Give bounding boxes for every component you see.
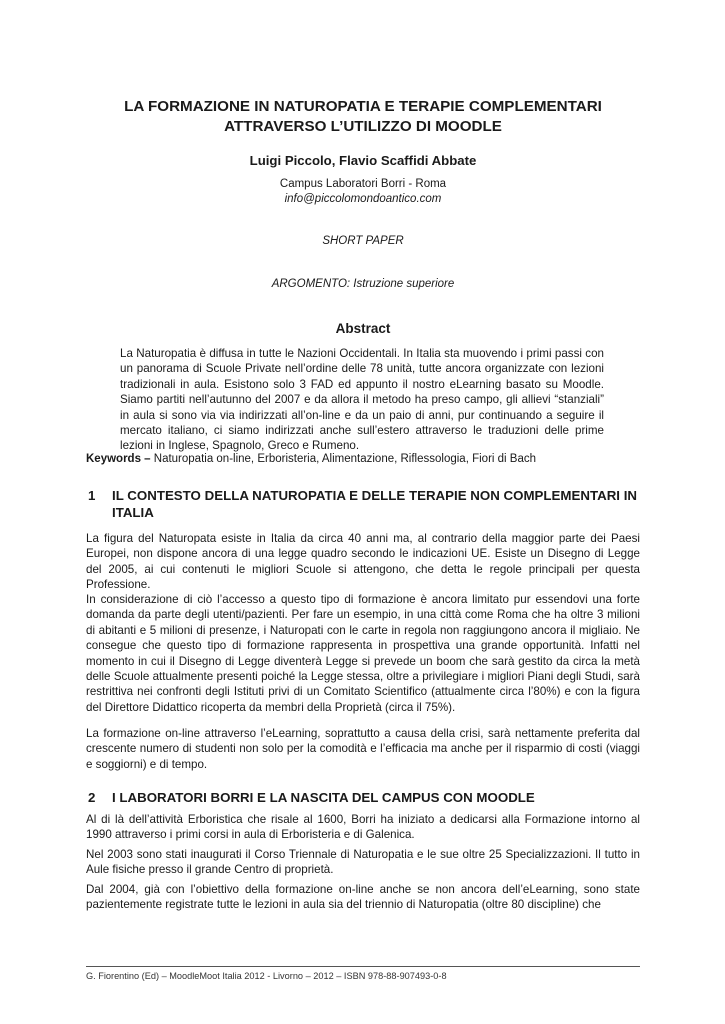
footer-rule bbox=[86, 966, 640, 967]
paper-page bbox=[86, 0, 640, 1024]
section-number: 1 bbox=[88, 488, 96, 503]
section-heading bbox=[86, 789, 640, 806]
keywords-label: Keywords – bbox=[86, 453, 151, 465]
keywords-line bbox=[86, 452, 640, 467]
section-title: IL CONTESTO DELLA NATUROPATIA E DELLE TERAPIE NON COMPLEMENTARI IN ITALIA bbox=[112, 488, 637, 520]
paper-authors: Luigi Piccolo, Flavio Scaffidi Abbate bbox=[249, 153, 477, 168]
author-email: info@piccolomondoantico.com bbox=[284, 193, 442, 205]
section-title: I LABORATORI BORRI E LA NASCITA DEL CAMPUS CON MOODLE bbox=[112, 790, 535, 805]
section-number: 2 bbox=[88, 790, 96, 805]
paper-type: SHORT PAPER bbox=[322, 235, 404, 247]
author-affiliation: Campus Laboratori Borri - Roma bbox=[279, 178, 447, 190]
abstract-heading: Abstract bbox=[335, 321, 391, 336]
body-paragraph: La figura del Naturopata esiste in Italia da circa 40 anni ma, al contrario della maggior parte dei Paesi Europei, non dispone ancora di una legge quadro secondo le indicazioni UE. Esiste un Disegno di Legge del 2005, ai cui contenuti le migliori Scuole si attengono, che detta le regole principali per questa Professione. bbox=[86, 532, 640, 592]
abstract-text: La Naturopatia è diffusa in tutte le Nazioni Occidentali. In Italia sta muovendo i primi passi con un panorama di Scuole Private nell’ordine delle 78 unità, tutte ancora organizzate con lezioni tradizionali in aula. Esistono solo 3 FAD ed appunto il nostro eLearning basato su Moodle. Siamo partiti nell’autunno del 2007 e da allora il metodo ha preso campo, gli allievi “stanziali” in aula si sono via via indirizzati all’on-line e da un paio di anni, pur continuando a seguire il mercato italiano, ci siamo indirizzati anche sull’estero attraverso le traduzioni delle prime lezioni in Inglese, Spagnolo, Greco e Rumeno. bbox=[120, 347, 604, 453]
body-paragraph: Dal 2004, già con l’obiettivo della formazione on-line anche se non ancora dell’eLearning, sono state pazientemente registrate tutte le lezioni in aula sia del triennio di Naturopatia (oltre 80 discipline) che bbox=[86, 883, 640, 912]
section-heading bbox=[86, 487, 640, 521]
keywords-text: Naturopatia on-line, Erboristeria, Alimentazione, Riflessologia, Fiori di Bach bbox=[153, 453, 537, 465]
body-paragraph: Nel 2003 sono stati inaugurati il Corso Triennale di Naturopatia e le sue oltre 25 Specializzazioni. Il tutto in Aule fisiche presso il grande Centro di proprietà. bbox=[86, 848, 640, 877]
author-affiliation-block bbox=[86, 177, 640, 207]
body-paragraph: La formazione on-line attraverso l’eLearning, soprattutto a causa della crisi, sarà nettamente preferita dal crescente numero di studenti non solo per la comodità e l’efficacia ma anche per il risparmio di costi (viaggi e soggiorni) e di tempo. bbox=[86, 727, 640, 771]
paper-title: LA FORMAZIONE IN NATUROPATIA E TERAPIE COMPLEMENTARI ATTRAVERSO L’UTILIZZO DI MOODLE bbox=[124, 98, 602, 135]
page-footer: G. Fiorentino (Ed) – MoodleMoot Italia 2012 - Livorno – 2012 – ISBN 978-88-907493-0-8 bbox=[86, 971, 447, 981]
body-paragraph: Al di là dell’attività Erboristica che risale al 1600, Borri ha iniziato a dedicarsi alla Formazione intorno al 1990 attraverso i primi corsi in aula di Erboristeria e di Galenica. bbox=[86, 813, 640, 842]
body-paragraph: In considerazione di ciò l’accesso a questo tipo di formazione è ancora limitato pur essendovi una forte domanda da parte degli utenti/pazienti. Per fare un esempio, in una città come Roma che ha oltre 3 milioni di abitanti e 5 milioni di presenze, i Naturopati con le carte in regola non raggiungono ancora il migliaio. Ne consegue che questo tipo di formazione rappresenta in prospettiva una grande opportunità. Infatti nel momento in cui il Disegno di Legge diventerà Legge si prevede un boom che sarà gestito da circa la metà delle Scuole attualmente presenti poiché la Legge stessa, oltre a privilegiare i migliori Piani degli Studi, sarà restrittiva nei confronti degli Istituti privi di un Comitato Scientifico (attualmente circa l’80%) e con la figura del Direttore Didattico ricoperta da membri della Proprietà (circa il 75%). bbox=[86, 593, 640, 714]
paper-topic: ARGOMENTO: Istruzione superiore bbox=[271, 278, 455, 290]
